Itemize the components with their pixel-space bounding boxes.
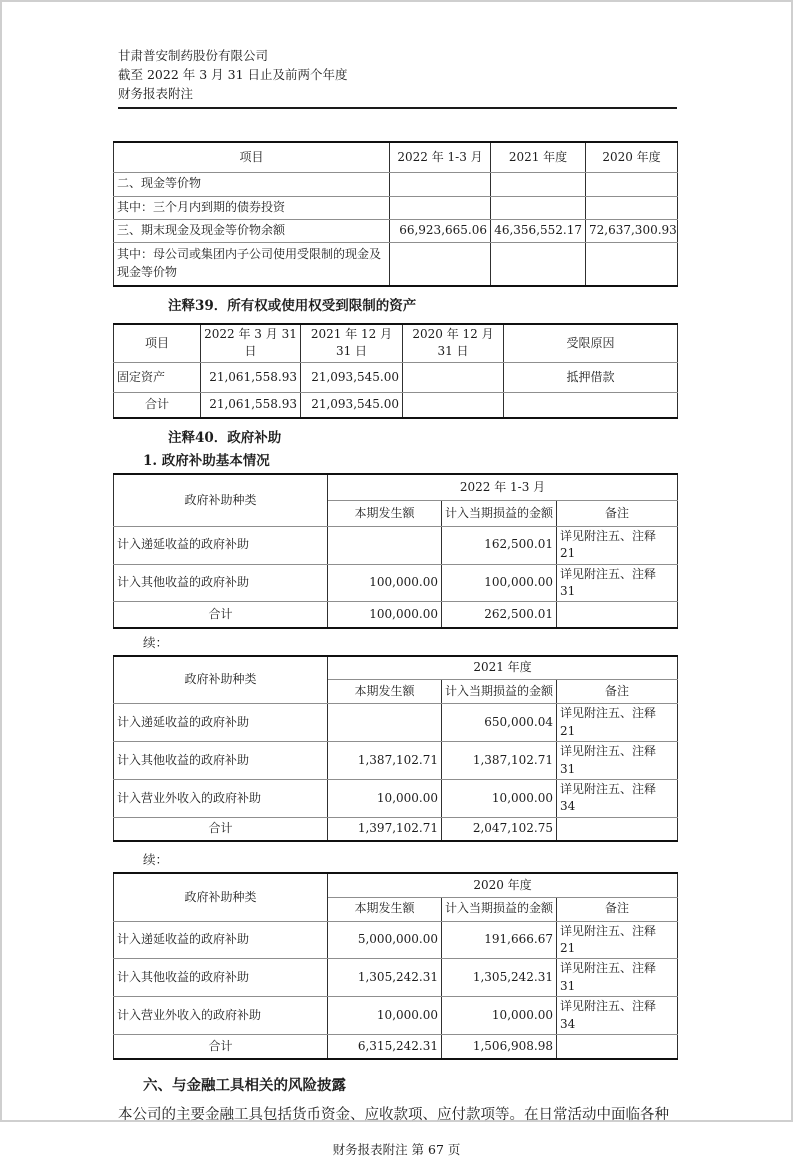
cell-value: 100,000.00 [328, 602, 442, 628]
table-row [114, 779, 678, 817]
cell-value: 262,500.01 [442, 602, 557, 628]
row-label: 合计 [114, 392, 201, 418]
cell-value: 1,397,102.71 [328, 817, 442, 841]
cell-value: 162,500.01 [442, 526, 557, 564]
cell-value: 2,047,102.75 [442, 817, 557, 841]
row-label: 其中：母公司或集团内子公司使用受限制的现金及现金等价物 [114, 242, 390, 286]
row-label: 计入其他收益的政府补助 [114, 564, 328, 602]
row-label: 合计 [114, 817, 328, 841]
row-label: 计入营业外收入的政府补助 [114, 779, 328, 817]
cell-value [403, 392, 504, 418]
cell-value [390, 196, 491, 219]
cell-value: 5,000,000.00 [328, 921, 442, 959]
row-label: 计入递延收益的政府补助 [114, 526, 328, 564]
cell-value [390, 242, 491, 286]
restricted-assets-table [113, 323, 678, 419]
cell-value: 1,387,102.71 [442, 742, 557, 780]
section6-title: 六、与金融工具相关的风险披露 [143, 1076, 346, 1094]
table-row [114, 172, 678, 196]
column-header: 备注 [557, 680, 678, 704]
cell-value: 66,923,665.06 [390, 219, 491, 242]
column-header: 本期发生额 [328, 897, 442, 921]
table-row [114, 242, 678, 286]
column-header: 受限原因 [504, 324, 678, 362]
column-header: 项目 [114, 142, 390, 172]
column-header: 2020 年度 [586, 142, 678, 172]
section6-paragraph: 本公司的主要金融工具包括货币资金、应收款项、应付款项等。在日常活动中面临各种 [118, 1106, 669, 1123]
table-header-row [114, 142, 678, 172]
table-header-row [114, 873, 678, 897]
subsidy-table-2020 [113, 872, 678, 1059]
period-header: 2022 年 1-3 月 [328, 474, 678, 500]
note39-title: 注释39．所有权或使用权受到限制的资产 [168, 298, 417, 314]
cell-value: 21,061,558.93 [201, 392, 301, 418]
document-header [118, 0, 677, 103]
cell-value: 10,000.00 [328, 997, 442, 1035]
cell-remark: 详见附注五、注释 31 [557, 959, 678, 997]
row-label: 合计 [114, 602, 328, 628]
table-row [114, 196, 678, 219]
cell-value: 10,000.00 [442, 779, 557, 817]
column-header: 2020 年 12 月 31 日 [403, 324, 504, 362]
cell-value: 21,093,545.00 [301, 392, 403, 418]
row-label: 计入营业外收入的政府补助 [114, 997, 328, 1035]
row-label: 计入其他收益的政府补助 [114, 959, 328, 997]
table-total-row [114, 1035, 678, 1059]
table-row [114, 704, 678, 742]
column-header: 政府补助种类 [114, 873, 328, 921]
cell-value [586, 172, 678, 196]
cell-value: 650,000.04 [442, 704, 557, 742]
cell-value: 10,000.00 [328, 779, 442, 817]
row-label: 三、期末现金及现金等价物余额 [114, 219, 390, 242]
cell-remark: 详见附注五、注释 31 [557, 564, 678, 602]
cell-remark [557, 817, 678, 841]
column-header: 备注 [557, 897, 678, 921]
column-header: 本期发生额 [328, 680, 442, 704]
column-header: 备注 [557, 500, 678, 526]
table-total-row [114, 817, 678, 841]
row-label: 二、现金等价物 [114, 172, 390, 196]
table-row [114, 997, 678, 1035]
cell-value: 100,000.00 [328, 564, 442, 602]
table-row [114, 392, 678, 418]
table-total-row [114, 602, 678, 628]
cell-value [586, 196, 678, 219]
table-row [114, 526, 678, 564]
note40-title: 注释40．政府补助 [168, 430, 282, 447]
cell-value [504, 392, 678, 418]
cell-value: 21,061,558.93 [201, 362, 301, 392]
cell-value: 191,666.67 [442, 921, 557, 959]
continuation-label: 续： [143, 634, 169, 650]
continuation-label: 续： [143, 852, 169, 868]
table-row [114, 219, 678, 242]
cell-remark: 详见附注五、注释 34 [557, 997, 678, 1035]
cell-value: 抵押借款 [504, 362, 678, 392]
cell-value: 100,000.00 [442, 564, 557, 602]
table-row [114, 362, 678, 392]
table-row [114, 564, 678, 602]
table-header-row [114, 656, 678, 680]
table-row [114, 921, 678, 959]
header-rule [118, 107, 677, 109]
row-label: 计入递延收益的政府补助 [114, 921, 328, 959]
row-label: 固定资产 [114, 362, 201, 392]
cell-remark: 详见附注五、注释 34 [557, 779, 678, 817]
subsidy-table-2021 [113, 655, 678, 842]
cell-value: 1,305,242.31 [442, 959, 557, 997]
row-label: 计入其他收益的政府补助 [114, 742, 328, 780]
cell-value: 46,356,552.17 [491, 219, 586, 242]
column-header: 计入当期损益的金额 [442, 500, 557, 526]
company-name: 甘肃普安制药股份有限公司 [118, 48, 269, 63]
column-header: 政府补助种类 [114, 474, 328, 526]
column-header: 2022 年 3 月 31 日 [201, 324, 301, 362]
report-period: 截至 2022 年 3 月 31 日止及前两个年度 [118, 67, 348, 82]
cell-value: 6,315,242.31 [328, 1035, 442, 1059]
cell-remark [557, 1035, 678, 1059]
cell-value: 72,637,300.93 [586, 219, 678, 242]
cell-value [328, 704, 442, 742]
cell-remark: 详见附注五、注释 21 [557, 526, 678, 564]
cell-value: 1,387,102.71 [328, 742, 442, 780]
cell-value [390, 172, 491, 196]
report-title: 财务报表附注 [118, 86, 194, 101]
row-label: 合计 [114, 1035, 328, 1059]
cell-value [586, 242, 678, 286]
cell-value: 21,093,545.00 [301, 362, 403, 392]
table-header-row [114, 324, 678, 362]
cell-remark: 详见附注五、注释 31 [557, 742, 678, 780]
page-footer: 财务报表附注 第 67 页 [332, 1141, 461, 1157]
cell-value [491, 242, 586, 286]
cell-value [491, 196, 586, 219]
cell-remark [557, 602, 678, 628]
column-header: 2021 年 12 月 31 日 [301, 324, 403, 362]
column-header: 计入当期损益的金额 [442, 897, 557, 921]
cell-value [403, 362, 504, 392]
cell-value [491, 172, 586, 196]
column-header: 2022 年 1-3 月 [390, 142, 491, 172]
cell-value: 10,000.00 [442, 997, 557, 1035]
column-header: 政府补助种类 [114, 656, 328, 704]
table-header-row [114, 474, 678, 500]
cell-remark: 详见附注五、注释 21 [557, 921, 678, 959]
period-header: 2020 年度 [328, 873, 678, 897]
cell-value: 1,305,242.31 [328, 959, 442, 997]
row-label: 其中：三个月内到期的债券投资 [114, 196, 390, 219]
row-label: 计入递延收益的政府补助 [114, 704, 328, 742]
note40-subtitle: 1. 政府补助基本情况 [143, 453, 270, 470]
column-header: 2021 年度 [491, 142, 586, 172]
period-header: 2021 年度 [328, 656, 678, 680]
cell-remark: 详见附注五、注释 21 [557, 704, 678, 742]
cell-value [328, 526, 442, 564]
subsidy-table-2022 [113, 473, 678, 629]
column-header: 计入当期损益的金额 [442, 680, 557, 704]
column-header: 本期发生额 [328, 500, 442, 526]
column-header: 项目 [114, 324, 201, 362]
cell-value: 1,506,908.98 [442, 1035, 557, 1059]
table-row [114, 742, 678, 780]
cash-equivalents-table [113, 141, 678, 287]
table-row [114, 959, 678, 997]
